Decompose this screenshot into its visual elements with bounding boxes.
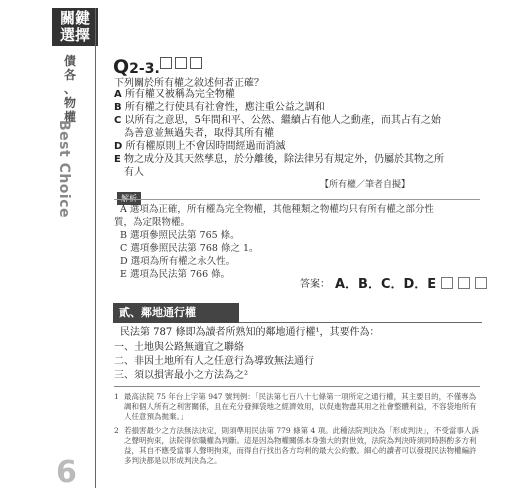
checkbox[interactable] bbox=[175, 57, 187, 69]
answer-checkbox[interactable] bbox=[475, 277, 487, 289]
vertical-char: 債 bbox=[63, 54, 76, 68]
footnote-text: 最高法院 75 年台上字第 947 號判例：「民法第七百八十七條第一項所定之通行權，其主要目的，不僅專為調和個人所有之利害關係，且在充分發揮袋地之經濟效用，以促進物盡其用之社會整體利益，不容袋地所有人任意預為拋棄。」 bbox=[124, 392, 477, 421]
answer-row bbox=[300, 273, 487, 292]
question-source: 【所有權／筆者自擬】 bbox=[320, 180, 411, 190]
question-number-rest: 2-3. bbox=[129, 61, 160, 77]
option-e bbox=[114, 153, 474, 179]
explanation-line: 質，為定限物權。 bbox=[114, 217, 191, 228]
page-number: 6 bbox=[56, 455, 77, 490]
option-text: 以所有之意思，5年間和平、公然、繼續占有他人之動產，而其占有之始 bbox=[124, 115, 441, 126]
footnote-divider bbox=[114, 386, 480, 387]
explanation-line: C 選項參照民法第 768 條之 1。 bbox=[120, 243, 259, 254]
footnote-number: 2 bbox=[114, 426, 119, 435]
explanation-line: E 選項為民法第 766 條。 bbox=[120, 269, 231, 280]
question-number-prefix: Q bbox=[113, 56, 130, 78]
footnote-2 bbox=[114, 426, 480, 466]
option-text-cont: 有人 bbox=[124, 167, 144, 178]
chapter-vertical-title bbox=[62, 54, 78, 124]
chapter-tab-line2: 選擇 bbox=[59, 26, 90, 44]
vertical-char: 權 bbox=[63, 110, 76, 124]
option-d bbox=[114, 140, 474, 153]
option-text: 所有權之行使具有社會性，應注重公益之調和 bbox=[124, 102, 325, 113]
answer-checkbox[interactable] bbox=[441, 277, 453, 289]
question-prompt: 下列關於所有權之敘述何者正確？ bbox=[114, 78, 264, 89]
option-letter: B bbox=[114, 102, 122, 113]
best-choice-label: Best Choice bbox=[56, 120, 72, 219]
option-text: 物之成分及其天然孳息，於分離後，除法律另有規定外，仍屬於其物之所 bbox=[124, 154, 445, 165]
chapter-tab bbox=[52, 8, 98, 46]
requirement-item: 二、非因土地所有人之任意行為導致無法通行 bbox=[114, 356, 314, 367]
vertical-char: 、 bbox=[63, 82, 76, 96]
option-text-cont: 為善意並無過失者，取得其所有權 bbox=[124, 128, 274, 139]
explanation-line: A 選項為正確，所有權為完全物權，其他種類之物權均只有所有權之部分性 bbox=[120, 204, 434, 215]
explanation-line: B 選項參照民法第 765 條。 bbox=[120, 230, 240, 241]
checkbox[interactable] bbox=[160, 57, 172, 69]
chapter-tab-line1: 關鍵 bbox=[59, 9, 90, 27]
option-text: 所有權原則上不會因時間經過而消滅 bbox=[125, 141, 286, 152]
option-text: 所有權又被稱為完全物權 bbox=[124, 89, 235, 100]
footnote-1 bbox=[114, 392, 480, 422]
sidebar-divider bbox=[95, 8, 96, 488]
section-rule bbox=[239, 322, 482, 323]
option-letter: E bbox=[114, 154, 121, 165]
section-title: 貳、鄰地通行權 bbox=[113, 303, 239, 323]
footnote-text: 若損害最少之方法無法決定，則須準用民法第 779 條第 4 項。此種法院判決為「形成判決」，不受當事人訴之聲明拘束，法院得依職權為判斷。這是因為物權關係本身強大的對世效，法院為判決時須同時斟酌多方利益，其自不應受當事人聲明拘束，而得自行找出各方均利的最大公約數。細心的讀者可以發現民法物權編許多判決都是以形成判決為之。 bbox=[124, 426, 479, 465]
section-intro: 民法第 787 條即為讀者所熟知的鄰地通行權¹，其要件為： bbox=[120, 327, 380, 338]
answer-value: A．B．C．D．E bbox=[335, 277, 437, 292]
vertical-char: 物 bbox=[63, 96, 76, 110]
answer-checkbox[interactable] bbox=[458, 277, 470, 289]
checkbox[interactable] bbox=[190, 57, 202, 69]
option-c bbox=[114, 114, 474, 140]
vertical-char: 各 bbox=[63, 68, 76, 82]
explanation-divider bbox=[114, 199, 480, 200]
option-a bbox=[114, 88, 474, 101]
explanation-line: D 選項為所有權之永久性。 bbox=[120, 256, 236, 267]
question-checkboxes bbox=[160, 57, 202, 69]
option-b bbox=[114, 101, 474, 114]
footnote-number: 1 bbox=[114, 392, 119, 401]
option-letter: D bbox=[114, 141, 123, 152]
answer-label: 答案： bbox=[300, 279, 330, 290]
option-letter: A bbox=[114, 89, 122, 100]
option-letter: C bbox=[114, 115, 122, 126]
requirement-item: 一、土地與公路無適宜之聯絡 bbox=[114, 342, 244, 353]
requirement-item: 三、須以損害最小之方法為之² bbox=[114, 370, 249, 381]
